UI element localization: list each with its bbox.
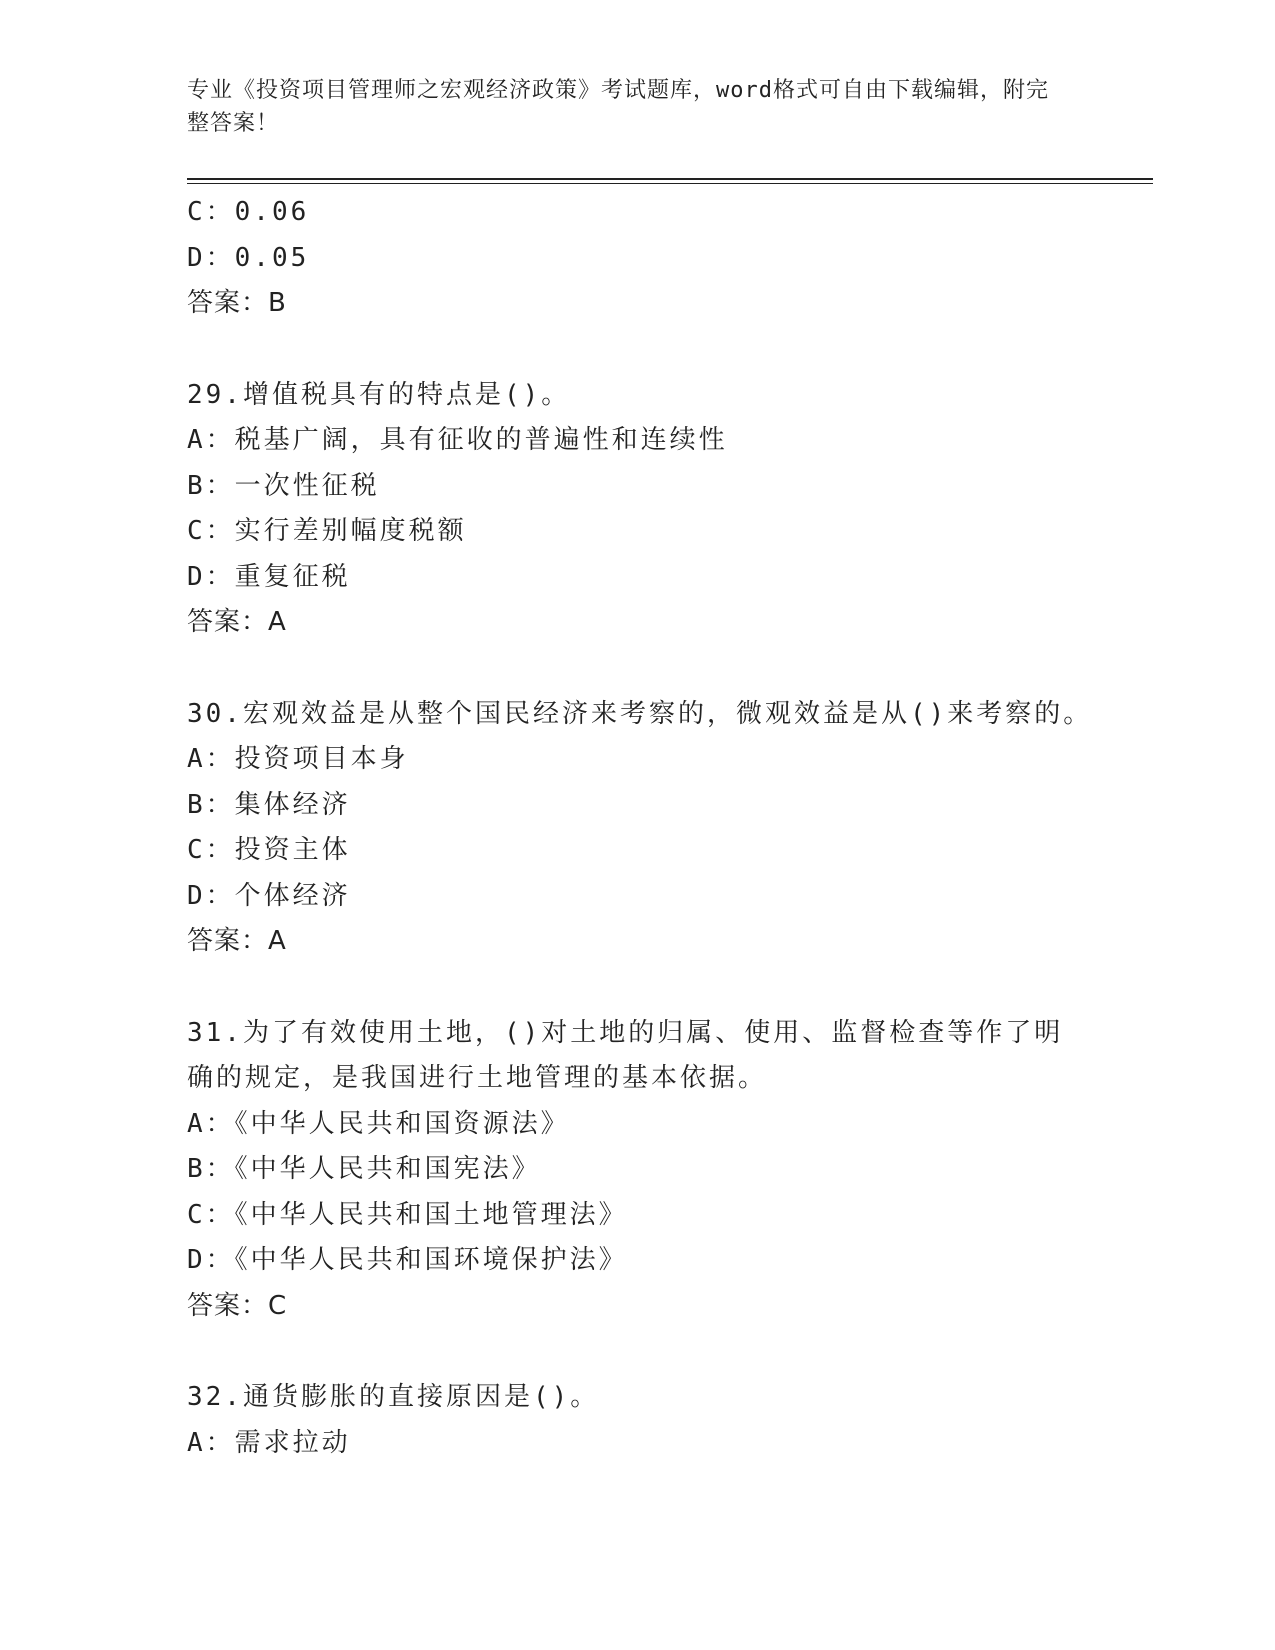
answer-line: 答案：C xyxy=(187,1290,288,1321)
document-header: 专业《投资项目管理师之宏观经济政策》考试题库，word格式可自由下载编辑，附完整答案！ xyxy=(187,78,1049,136)
option-d: D：0.05 xyxy=(187,242,310,273)
spacer xyxy=(187,1329,1087,1375)
option-c: C：0.06 xyxy=(187,197,310,227)
option-d: D：个体经济 xyxy=(187,880,351,911)
option-a: A：《中华人民共和国资源法》 xyxy=(187,1108,570,1139)
option-a: A：税基广阔，具有征收的普遍性和连续性 xyxy=(187,425,728,455)
answer-line: 答案：B xyxy=(187,288,287,318)
option-c: C：《中华人民共和国土地管理法》 xyxy=(187,1199,628,1230)
header-divider-thin xyxy=(187,183,1153,184)
question-stem: 29.增值税具有的特点是()。 xyxy=(187,379,571,410)
option-c: C：投资主体 xyxy=(187,835,351,865)
option-b: B：集体经济 xyxy=(187,789,351,820)
answer-line: 答案：A xyxy=(187,926,287,956)
option-a: A：投资项目本身 xyxy=(187,744,409,774)
question-stem: 30.宏观效益是从整个国民经济来考察的，微观效益是从()来考察的。 xyxy=(187,698,1093,729)
option-a: A：需求拉动 xyxy=(187,1427,351,1458)
question-stem: 32.通货膨胀的直接原因是()。 xyxy=(187,1382,600,1412)
option-b: B：《中华人民共和国宪法》 xyxy=(187,1154,541,1184)
question-list xyxy=(187,190,1093,1466)
answer-line: 答案：A xyxy=(187,607,287,637)
option-b: B：一次性征税 xyxy=(187,470,380,501)
option-d: D：《中华人民共和国环境保护法》 xyxy=(187,1245,628,1275)
question-stem: 31.为了有效使用土地，()对土地的归属、使用、监督检查等作了明确的规定，是我国进行土地管理的基本依据。 xyxy=(187,1017,1064,1093)
spacer xyxy=(187,646,1087,692)
option-d: D：重复征税 xyxy=(187,561,351,592)
header-divider xyxy=(187,178,1153,180)
spacer xyxy=(187,327,1087,373)
option-c: C：实行差别幅度税额 xyxy=(187,516,467,546)
spacer xyxy=(187,965,1087,1011)
